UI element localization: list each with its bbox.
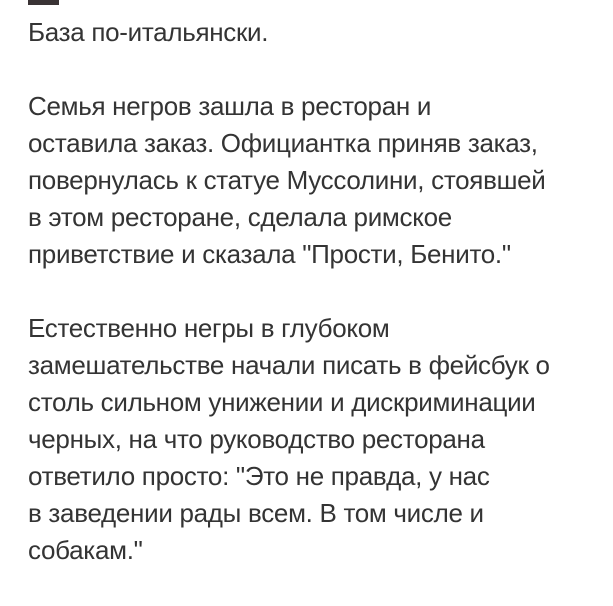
paragraph-line: повернулась к статуе Муссолини, стоявшей	[28, 165, 546, 195]
paragraph-line: столь сильном унижении и дискриминации	[28, 387, 536, 417]
paragraph-title	[28, 14, 593, 51]
paragraph-line: собакам."	[28, 535, 143, 565]
paragraph-line: оставила заказ. Официантка приняв заказ,	[28, 128, 538, 158]
paragraph-line: Естественно негры в глубоком	[28, 313, 390, 343]
paragraph-line: в этом ресторане, сделала римское	[28, 202, 452, 232]
paragraph-line: ответило просто: "Это не правда, у нас	[28, 461, 490, 491]
paragraph-line: База по-итальянски.	[28, 17, 269, 47]
paragraph-line: Семья негров зашла в ресторан и	[28, 91, 432, 121]
paragraph-line: приветствие и сказала "Прости, Бенито."	[28, 239, 511, 269]
cropped-ui-remnant	[28, 0, 59, 5]
paragraph-punchline	[28, 310, 593, 569]
paragraph-line: черных, на что руководство ресторана	[28, 424, 485, 454]
story-text	[28, 14, 593, 606]
paragraph-line: замешательстве начали писать в фейсбук о	[28, 350, 550, 380]
paragraph-setup	[28, 88, 593, 273]
paragraph-line: в заведении рады всем. В том числе и	[28, 498, 484, 528]
